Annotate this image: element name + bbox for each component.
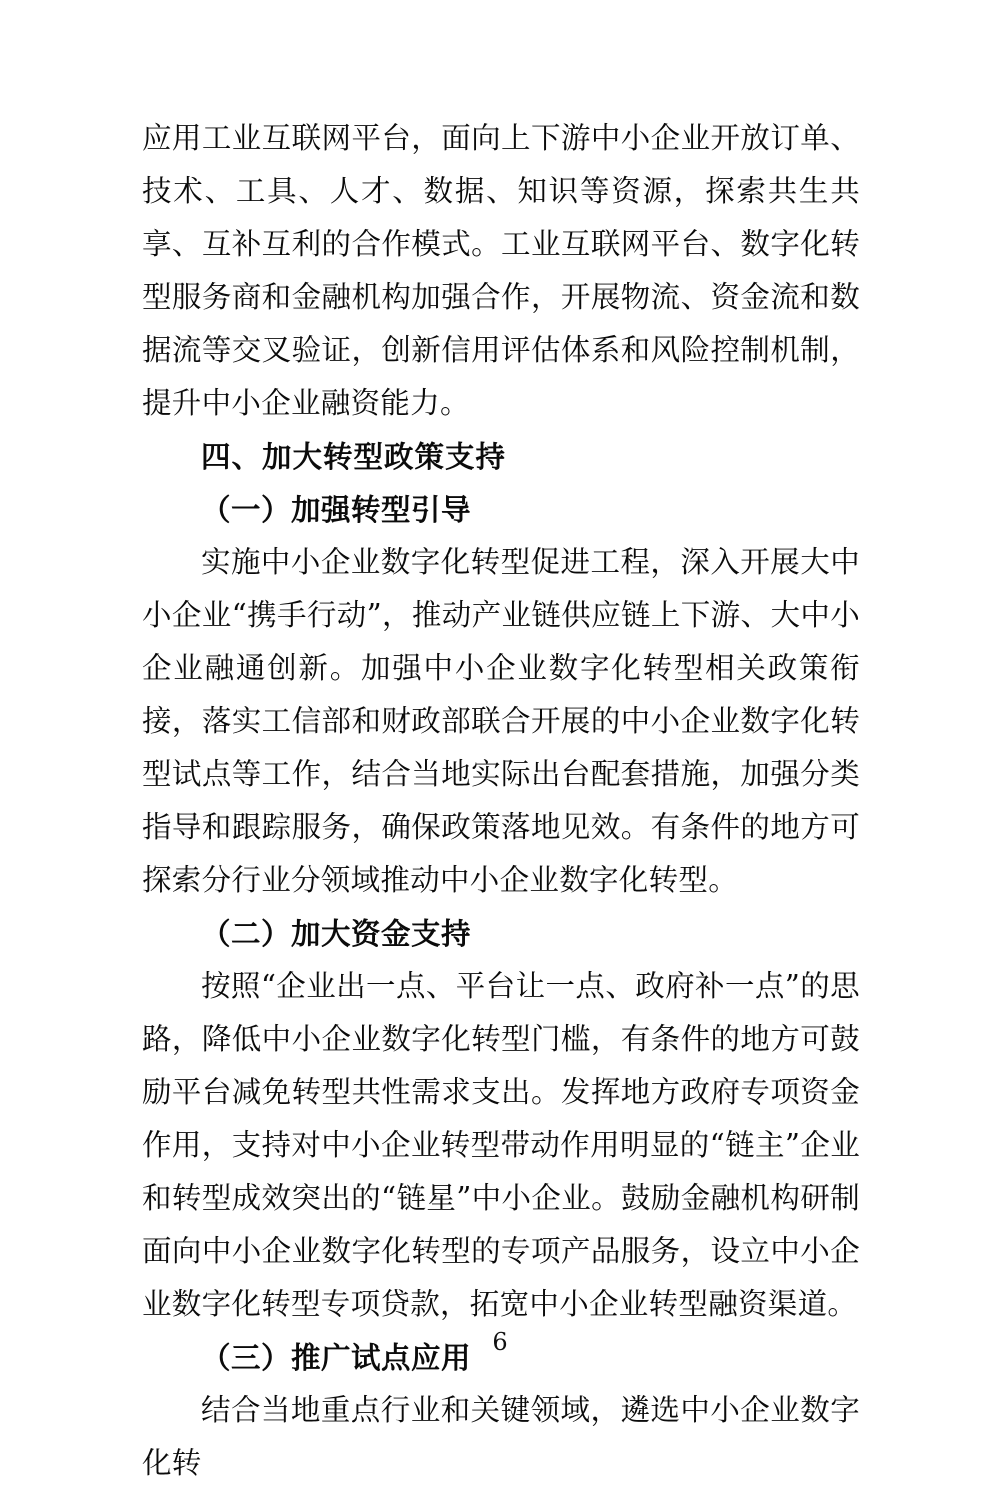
document-body (142, 112, 860, 1490)
subsection-heading-one: （一）加强转型引导 (201, 492, 472, 527)
subsection-heading-three: （三）推广试点应用 (201, 1340, 472, 1375)
paragraph-guidance: 实施中小企业数字化转型促进工程，深入开展大中小企业“携手行动”，推动产业链供应链上下游、大中小企业融通创新。加强中小企业数字化转型相关政策衔接，落实工信部和财政部联合开展的中小企业数字化转型试点等工作，结合当地实际出台配套措施，加强分类指导和跟踪服务，确保政策落地见效。有条件的地方可探索分行业分领域推动中小企业数字化转型。 (142, 545, 860, 897)
subsection-heading-two: （二）加大资金支持 (201, 916, 472, 951)
page-number: 6 (492, 1328, 508, 1356)
paragraph-pilot: 结合当地重点行业和关键领域，遴选中小企业数字化转 (142, 1393, 860, 1480)
section-heading-four: 四、加大转型政策支持 (201, 439, 507, 474)
paragraph-continued: 应用工业互联网平台，面向上下游中小企业开放订单、技术、工具、人才、数据、知识等资源，探索共生共享、互补互利的合作模式。工业互联网平台、数字化转型服务商和金融机构加强合作，开展物流、资金流和数据流等交叉验证，创新信用评估体系和风险控制机制，提升中小企业融资能力。 (142, 121, 860, 420)
paragraph-funding: 按照“企业出一点、平台让一点、政府补一点”的思路，降低中小企业数字化转型门槛，有条件的地方可鼓励平台减免转型共性需求支出。发挥地方政府专项资金作用，支持对中小企业转型带动作用明显的“链主”企业和转型成效突出的“链星”中小企业。鼓励金融机构研制面向中小企业数字化转型的专项产品服务，设立中小企业数字化转型专项贷款，拓宽中小企业转型融资渠道。 (142, 969, 860, 1321)
